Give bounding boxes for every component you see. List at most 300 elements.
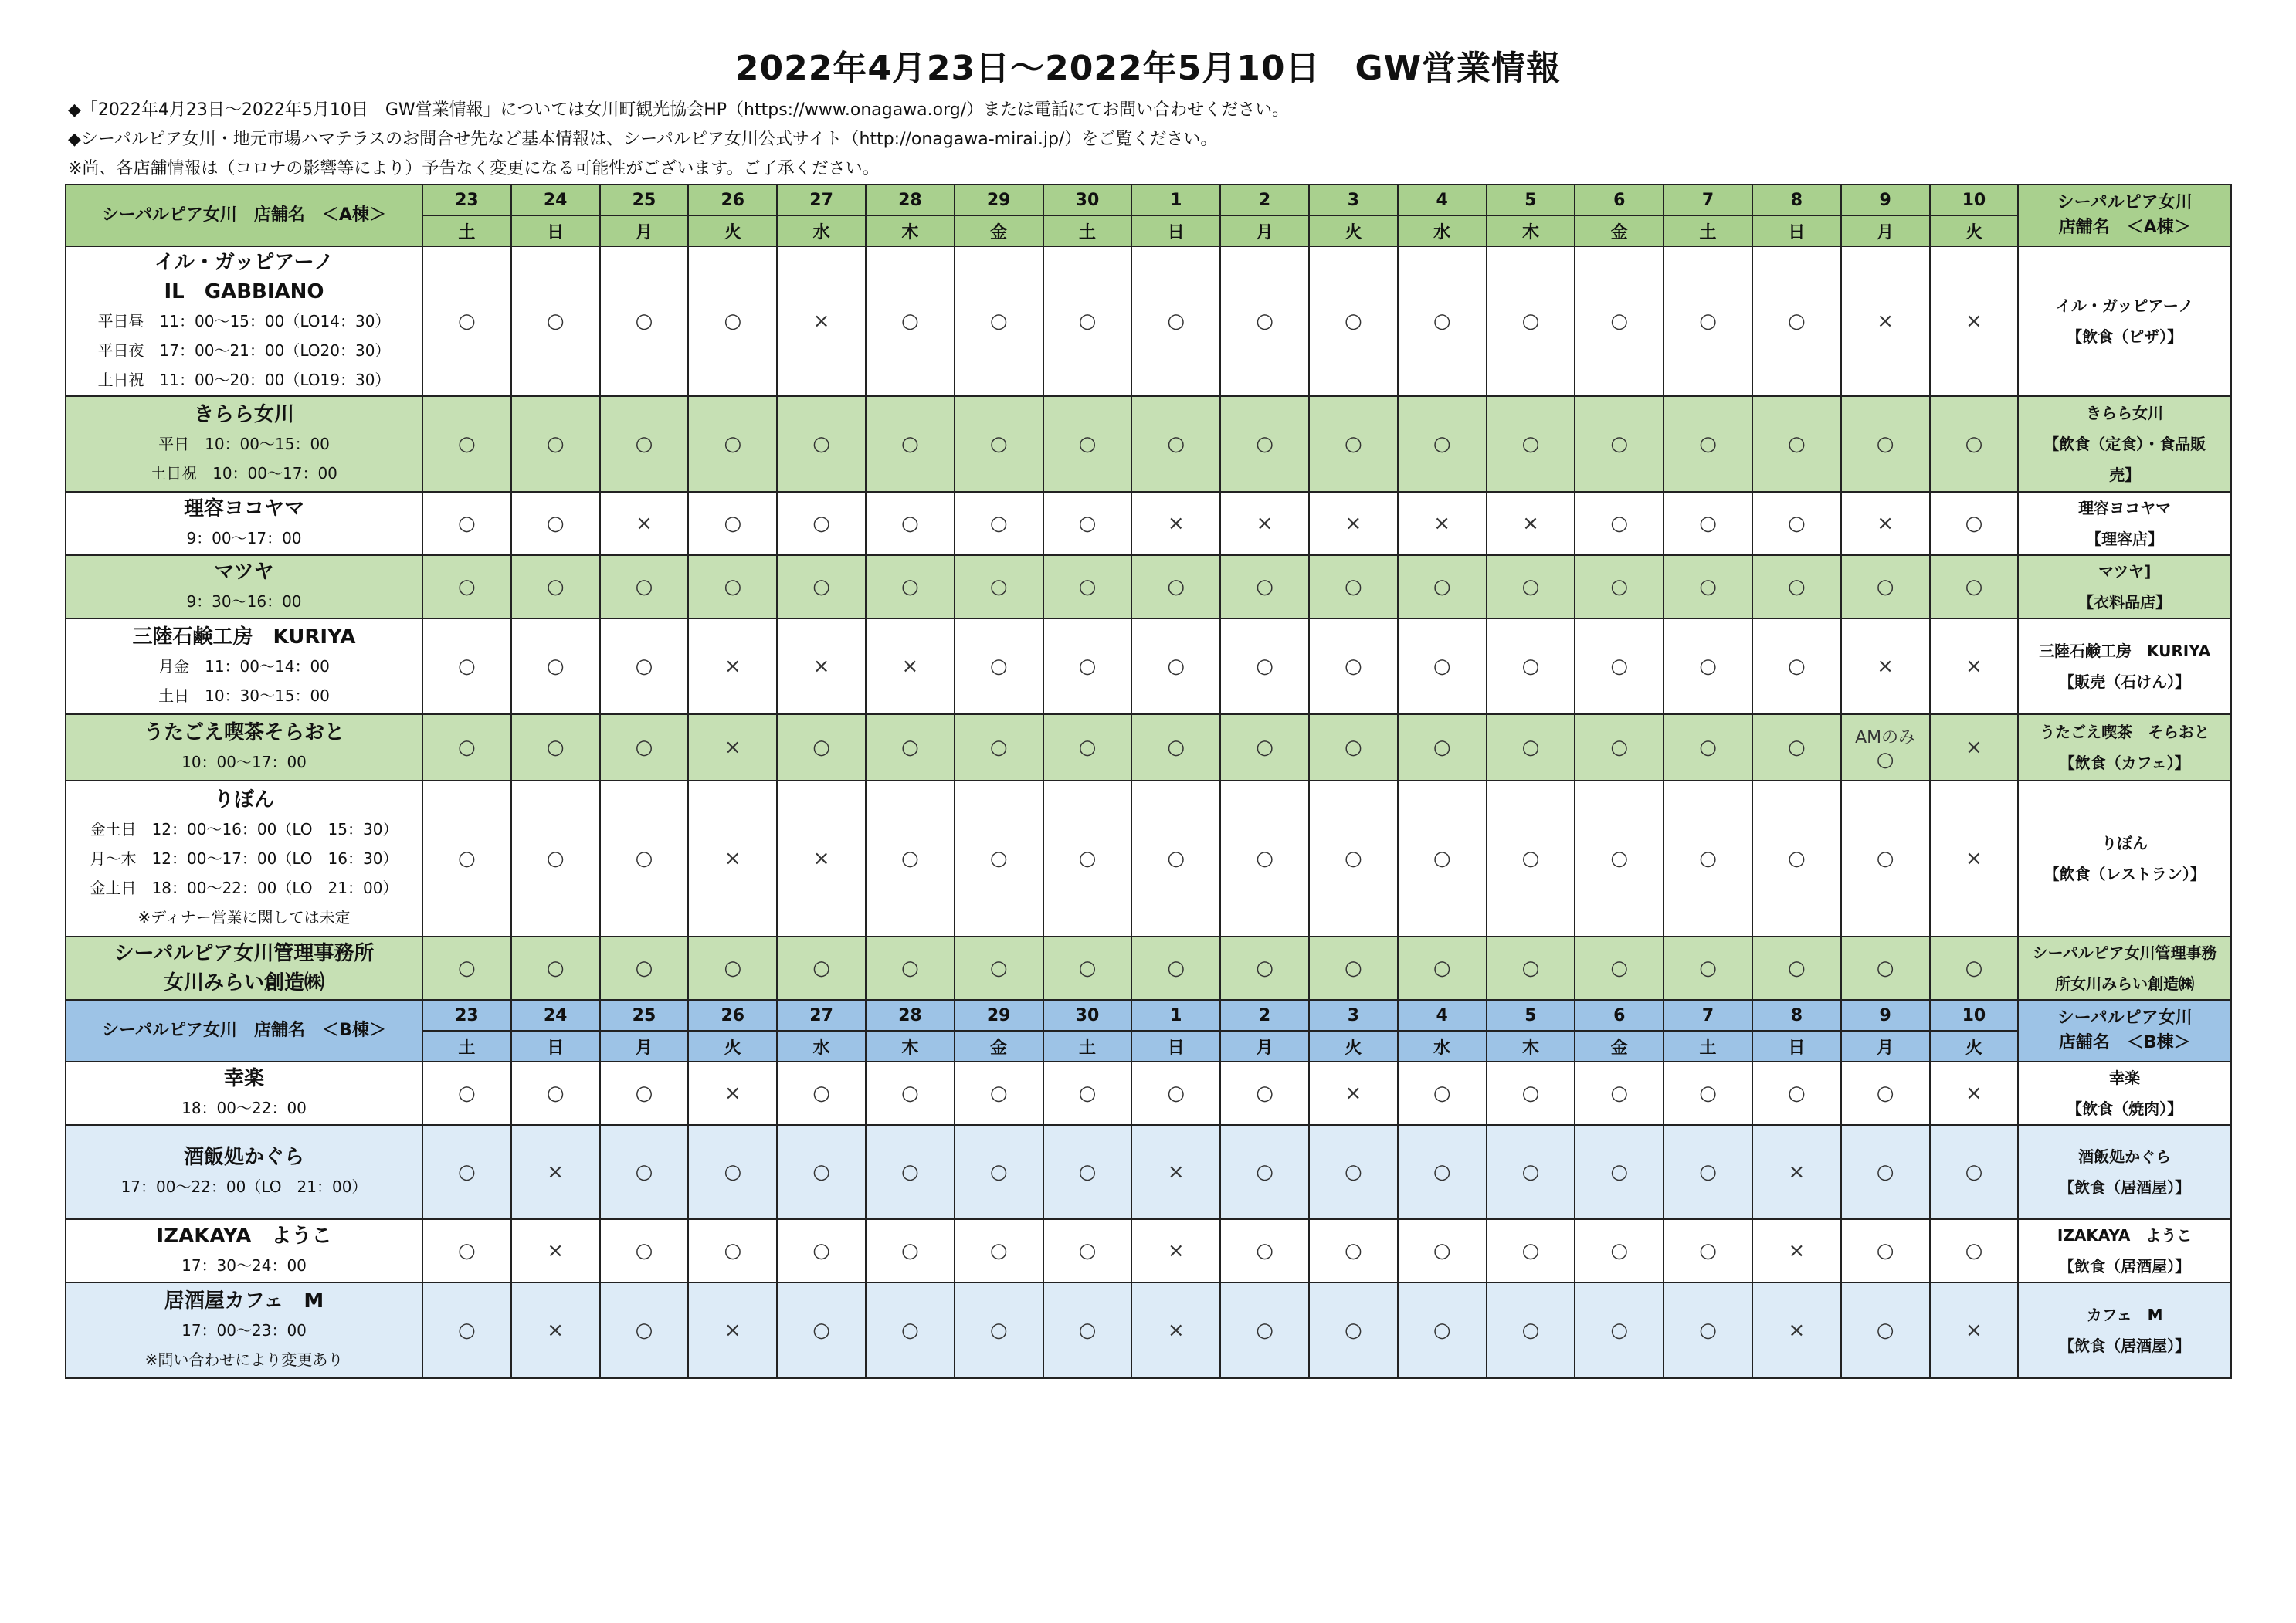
weekday-header: 火 (688, 215, 777, 246)
status-cell: ○ (1752, 937, 1841, 1000)
status-cell: × (1930, 714, 2019, 781)
weekday-header: 土 (1663, 1031, 1752, 1062)
status-cell: ○ (1043, 246, 1132, 396)
category-label: 【飲食（ピザ）】 (2067, 327, 2183, 346)
category-label: りぼん (2101, 834, 2148, 852)
category-label: 理容ヨコヤマ (2078, 499, 2172, 517)
status-cell: ○ (1487, 937, 1575, 1000)
status-cell: ○ (1487, 246, 1575, 396)
status-cell: ○ (1663, 618, 1752, 714)
status-cell: ○ (600, 937, 689, 1000)
store-hours: 月金 11：00～14：00 (158, 657, 330, 676)
store-name-cell (66, 618, 422, 714)
status-cell: ○ (1575, 1219, 1663, 1282)
status-cell: ○ (1220, 618, 1309, 714)
note-line: ※尚、各店舗情報は（コロナの影響等により）予告なく変更になる可能性がございます。ご了承ください。 (68, 159, 880, 178)
status-cell: × (1930, 246, 2019, 396)
store-hours: ※ディナー営業に関しては未定 (137, 908, 351, 927)
status-cell: ○ (422, 1125, 511, 1219)
note-line: ◆シーパルピア女川・地元市場ハマテラスのお問合せ先など基本情報は、シーパルピア女川公式サイト（http://onagawa-mirai.jp/）をご覧ください。 (68, 130, 1218, 149)
status-cell: ○ (1487, 396, 1575, 492)
status-cell: ○ (1663, 714, 1752, 781)
category-label: 【衣料品店】 (2078, 593, 2172, 612)
category-cell (2018, 1219, 2231, 1282)
status-cell: ○ (1309, 1219, 1398, 1282)
status-cell: ○ (955, 396, 1043, 492)
store-name-cell (66, 714, 422, 781)
category-cell (2018, 618, 2231, 714)
day-header: 2 (1220, 185, 1309, 215)
status-cell: ○ (1487, 618, 1575, 714)
category-header-label: シーパルピア女川 (2057, 1008, 2193, 1028)
status-cell: ○ (1663, 396, 1752, 492)
status-cell: ○ (1131, 618, 1220, 714)
day-header: 6 (1575, 185, 1663, 215)
category-label: シーパルピア女川管理事務 (2032, 944, 2217, 962)
page-title: 2022年4月23日～2022年5月10日 GW営業情報 (734, 49, 1562, 88)
status-cell: ○ (1663, 1282, 1752, 1378)
status-cell: ○ (1663, 1062, 1752, 1125)
status-cell: ○ (688, 396, 777, 492)
status-cell: × (1841, 492, 1930, 555)
status-cell: × (1309, 492, 1398, 555)
status-cell: ○ (1575, 781, 1663, 937)
status-cell: ○ (600, 1125, 689, 1219)
weekday-header: 日 (511, 215, 600, 246)
status-cell: × (1841, 246, 1930, 396)
status-cell: ○ (866, 1282, 955, 1378)
day-header: 25 (600, 1000, 689, 1031)
status-cell: × (688, 714, 777, 781)
category-header (2018, 1000, 2231, 1062)
status-cell: ○ (422, 246, 511, 396)
status-cell: ○ (1220, 937, 1309, 1000)
status-cell (1841, 714, 1930, 781)
status-cell: ○ (777, 1062, 866, 1125)
status-cell: ○ (422, 714, 511, 781)
status-cell: ○ (1752, 246, 1841, 396)
status-cell: ○ (1663, 937, 1752, 1000)
status-cell: ○ (1487, 555, 1575, 618)
store-name-cell (66, 1219, 422, 1282)
status-cell: ○ (600, 1062, 689, 1125)
status-cell: ○ (1309, 396, 1398, 492)
status-cell: × (1131, 1219, 1220, 1282)
status-cell: ○ (1487, 1219, 1575, 1282)
category-header-label: 店舗名 ＜B棟＞ (2058, 1033, 2191, 1052)
store-hours: 土日 10：30～15：00 (158, 686, 330, 705)
weekday-header: 月 (1220, 1031, 1309, 1062)
status-cell: × (777, 246, 866, 396)
store-row (66, 781, 2231, 937)
status-cell: ○ (1220, 781, 1309, 937)
store-name-cell (66, 781, 422, 937)
weekday-header: 水 (1398, 1031, 1487, 1062)
status-cell: ○ (777, 714, 866, 781)
store-name-header-label: シーパルピア女川 店舗名 ＜A棟＞ (102, 205, 386, 225)
status-cell: × (1930, 781, 2019, 937)
store-row (66, 1125, 2231, 1219)
status-cell: ○ (688, 555, 777, 618)
day-header: 9 (1841, 185, 1930, 215)
status-cell: ○ (688, 492, 777, 555)
store-hours: 平日夜 17：00～21：00（LO20：30） (97, 341, 391, 360)
store-name: りぼん (213, 788, 274, 812)
status-cell: ○ (1043, 396, 1132, 492)
status-cell: ○ (511, 555, 600, 618)
status-cell: ○ (1398, 246, 1487, 396)
status-cell: ○ (1841, 1125, 1930, 1219)
weekday-header: 水 (1398, 215, 1487, 246)
status-cell: ○ (1752, 492, 1841, 555)
store-name-cell (66, 396, 422, 492)
weekday-header: 月 (600, 215, 689, 246)
status-cell: ○ (1309, 246, 1398, 396)
status-cell: ○ (688, 246, 777, 396)
category-cell (2018, 781, 2231, 937)
status-cell: × (1220, 492, 1309, 555)
status-cell: ○ (1841, 1282, 1930, 1378)
status-cell: ○ (1398, 1062, 1487, 1125)
status-cell: ○ (688, 1125, 777, 1219)
weekday-header: 日 (1752, 1031, 1841, 1062)
status-cell: ○ (1220, 714, 1309, 781)
category-cell (2018, 555, 2231, 618)
status-cell: ○ (777, 937, 866, 1000)
status-cell: ○ (955, 781, 1043, 937)
status-cell: ○ (955, 618, 1043, 714)
store-hours: 10：00～17：00 (181, 753, 307, 771)
status-cell: ○ (511, 396, 600, 492)
store-hours: 17：00～23：00 (181, 1321, 307, 1340)
status-cell: ○ (1575, 937, 1663, 1000)
status-cell: ○ (1663, 1125, 1752, 1219)
store-hours: 18：00～22：00 (181, 1099, 307, 1117)
weekday-header: 土 (1663, 215, 1752, 246)
weekday-header: 水 (777, 215, 866, 246)
status-cell: ○ (1575, 1125, 1663, 1219)
status-cell: ○ (955, 246, 1043, 396)
status-cell: ○ (1930, 492, 2019, 555)
status-cell: ○ (1398, 555, 1487, 618)
status-cell: ○ (1930, 1125, 2019, 1219)
status-cell: ○ (955, 492, 1043, 555)
store-hours: 9：00～17：00 (186, 529, 302, 547)
weekday-header: 日 (1752, 215, 1841, 246)
status-cell: ○ (1309, 1125, 1398, 1219)
category-cell (2018, 396, 2231, 492)
status-cell: × (1930, 618, 2019, 714)
status-cell: ○ (1131, 396, 1220, 492)
status-cell: ○ (1131, 246, 1220, 396)
status-cell: ○ (777, 1282, 866, 1378)
status-cell: ○ (866, 714, 955, 781)
day-header: 3 (1309, 185, 1398, 215)
status-cell: ○ (777, 1125, 866, 1219)
weekday-header: 月 (1220, 215, 1309, 246)
status-cell: ○ (1398, 937, 1487, 1000)
status-cell: ○ (1220, 1062, 1309, 1125)
store-row (66, 1219, 2231, 1282)
status-cell: ○ (1131, 937, 1220, 1000)
status-cell: ○ (955, 937, 1043, 1000)
status-cell: ○ (1131, 1062, 1220, 1125)
store-hours: 土日祝 10：00～17：00 (151, 464, 337, 483)
status-cell: × (1131, 1125, 1220, 1219)
status-cell: ○ (1309, 781, 1398, 937)
status-cell: ○ (1131, 555, 1220, 618)
status-cell: ○ (1841, 781, 1930, 937)
status-cell: ○ (1309, 937, 1398, 1000)
status-cell: ○ (1930, 937, 2019, 1000)
status-cell: × (688, 1062, 777, 1125)
status-cell: ○ (955, 1282, 1043, 1378)
category-label: 【飲食（居酒屋）】 (2059, 1257, 2191, 1276)
category-label: 【販売（石けん）】 (2059, 673, 2191, 691)
weekday-header: 日 (1131, 215, 1220, 246)
status-cell: ○ (1220, 246, 1309, 396)
status-cell: ○ (1841, 396, 1930, 492)
status-cell: ○ (1043, 555, 1132, 618)
day-header: 9 (1841, 1000, 1930, 1031)
category-label: 【理容店】 (2086, 530, 2164, 548)
status-cell: ○ (600, 1282, 689, 1378)
status-cell: ○ (511, 937, 600, 1000)
day-header: 24 (511, 185, 600, 215)
status-cell: ○ (1663, 246, 1752, 396)
store-hours: ※問い合わせにより変更あり (144, 1350, 344, 1369)
weekday-header: 木 (866, 1031, 955, 1062)
weekday-header: 金 (955, 1031, 1043, 1062)
store-name: うたごえ喫茶そらおと (143, 721, 344, 744)
store-hours: 土日祝 11：00～20：00（LO19：30） (97, 371, 391, 389)
weekday-header: 月 (600, 1031, 689, 1062)
status-cell: ○ (1398, 714, 1487, 781)
category-label: 所女川みらい創造㈱ (2055, 974, 2195, 993)
status-cell: × (1131, 492, 1220, 555)
day-header: 5 (1487, 185, 1575, 215)
status-cell: ○ (1309, 618, 1398, 714)
weekday-header: 水 (777, 1031, 866, 1062)
store-hours: 17：30～24：00 (181, 1256, 307, 1275)
status-cell: ○ (1398, 1125, 1487, 1219)
status-cell: ○ (1752, 555, 1841, 618)
category-label: 【飲食（カフェ）】 (2059, 754, 2190, 772)
store-row (66, 492, 2231, 555)
day-header: 6 (1575, 1000, 1663, 1031)
day-header: 24 (511, 1000, 600, 1031)
category-label: IZAKAYA ようこ (2057, 1226, 2193, 1245)
status-cell: ○ (688, 1219, 777, 1282)
category-cell (2018, 492, 2231, 555)
store-hours: 9：30～16：00 (186, 592, 302, 611)
header-row-days (66, 185, 2231, 215)
store-name: 居酒屋カフェ M (164, 1289, 324, 1313)
category-cell (2018, 1125, 2231, 1219)
status-cell: ○ (422, 618, 511, 714)
category-label: 【飲食（居酒屋）】 (2059, 1178, 2191, 1197)
weekday-header: 火 (688, 1031, 777, 1062)
status-cell: ○ (1575, 492, 1663, 555)
weekday-header: 土 (422, 1031, 511, 1062)
category-label: マツヤ] (2098, 562, 2152, 581)
status-cell: ○ (1043, 492, 1132, 555)
notes (68, 96, 1289, 184)
store-name: 酒飯処かぐら (183, 1146, 304, 1169)
status-cell: ○ (600, 1219, 689, 1282)
weekday-header: 金 (1575, 215, 1663, 246)
status-cell: ○ (1930, 555, 2019, 618)
day-header: 1 (1131, 1000, 1220, 1031)
status-cell: ○ (955, 1219, 1043, 1282)
status-cell: ○ (777, 396, 866, 492)
category-label: 【飲食（定食）・食品販 (2043, 435, 2206, 453)
category-label: 幸楽 (2109, 1069, 2141, 1087)
day-header: 26 (688, 185, 777, 215)
status-cell: ○ (422, 1219, 511, 1282)
status-cell: ○ (1043, 618, 1132, 714)
status-cell: ○ (511, 246, 600, 396)
status-cell: ○ (1043, 937, 1132, 1000)
store-name: きらら女川 (193, 403, 294, 426)
status-cell: ○ (1043, 714, 1132, 781)
store-row (66, 1062, 2231, 1125)
status-note: AMのみ (1855, 727, 1916, 747)
store-row (66, 1282, 2231, 1378)
status-cell: ○ (955, 714, 1043, 781)
store-row (66, 937, 2231, 1000)
category-cell (2018, 714, 2231, 781)
status-cell: ○ (511, 781, 600, 937)
store-name-cell (66, 1282, 422, 1378)
weekday-header: 火 (1309, 215, 1398, 246)
status-cell: ○ (1487, 1062, 1575, 1125)
category-label: うたごえ喫茶 そらおと (2040, 723, 2210, 741)
store-name: 幸楽 (223, 1067, 264, 1090)
status-cell: ○ (600, 555, 689, 618)
status-cell: ○ (422, 1062, 511, 1125)
status-cell: ○ (1398, 1219, 1487, 1282)
status-cell: ○ (1220, 1282, 1309, 1378)
day-header: 8 (1752, 1000, 1841, 1031)
note-line: ◆「2022年4月23日～2022年5月10日 GW営業情報」については女川町観光協会HP（https://www.onagawa.org/）または電話にてお問い合わせください。 (68, 100, 1290, 120)
status-cell: ○ (866, 396, 955, 492)
day-header: 23 (422, 185, 511, 215)
status-cell: ○ (1752, 781, 1841, 937)
store-hours: 17：00～22：00（LO 21：00） (120, 1177, 368, 1196)
status-cell: ○ (866, 1125, 955, 1219)
day-header: 4 (1398, 185, 1487, 215)
store-name: IZAKAYA ようこ (156, 1225, 332, 1248)
status-cell: ○ (1575, 396, 1663, 492)
status-cell: ○ (1043, 1062, 1132, 1125)
status-cell: ○ (511, 714, 600, 781)
day-header: 10 (1930, 185, 2019, 215)
status-cell: ○ (1752, 396, 1841, 492)
schedule-table (65, 184, 2232, 1379)
weekday-header: 木 (1487, 1031, 1575, 1062)
status-cell: ○ (1663, 555, 1752, 618)
status-cell: × (1752, 1219, 1841, 1282)
weekday-header: 木 (1487, 215, 1575, 246)
category-label: きらら女川 (2086, 404, 2164, 422)
status-cell: ○ (600, 714, 689, 781)
status-cell: ○ (866, 1062, 955, 1125)
weekday-header: 月 (1841, 215, 1930, 246)
category-cell (2018, 937, 2231, 1000)
status-cell: ○ (777, 492, 866, 555)
category-header (2018, 185, 2231, 246)
day-header: 3 (1309, 1000, 1398, 1031)
status-cell: ○ (1220, 1125, 1309, 1219)
status-cell: ○ (955, 555, 1043, 618)
weekday-header: 火 (1309, 1031, 1398, 1062)
store-hours: 平日 10：00～15：00 (158, 435, 330, 453)
status-cell: ○ (1043, 1282, 1132, 1378)
status-cell: ○ (866, 492, 955, 555)
category-label: 三陸石鹸工房 KURIYA (2039, 642, 2211, 660)
status-cell: ○ (1575, 246, 1663, 396)
status-cell: ○ (511, 1062, 600, 1125)
weekday-header: 火 (1930, 215, 2019, 246)
status-cell: ○ (511, 618, 600, 714)
weekday-header: 金 (955, 215, 1043, 246)
store-name: IL GABBIANO (164, 280, 324, 303)
category-label: 【飲食（レストラン）】 (2043, 865, 2206, 883)
status-cell: × (1752, 1125, 1841, 1219)
store-name-cell (66, 937, 422, 1000)
status-cell: ○ (866, 555, 955, 618)
status-cell: ○ (1752, 618, 1841, 714)
category-cell (2018, 1282, 2231, 1378)
category-label: カフェ M (2086, 1306, 2163, 1324)
status-cell: ○ (1575, 618, 1663, 714)
weekday-header: 土 (1043, 1031, 1132, 1062)
weekday-header: 金 (1575, 1031, 1663, 1062)
store-name: マツヤ (214, 561, 274, 584)
store-hours: 金土日 12：00～16：00（LO 15：30） (90, 820, 398, 839)
status-cell: ○ (600, 618, 689, 714)
day-header: 23 (422, 1000, 511, 1031)
category-cell (2018, 246, 2231, 396)
status-cell: ○ (1841, 937, 1930, 1000)
store-row (66, 246, 2231, 396)
status-cell: ○ (422, 781, 511, 937)
status-cell: × (1487, 492, 1575, 555)
status-cell: ○ (1575, 555, 1663, 618)
status-cell: ○ (866, 246, 955, 396)
status-cell: ○ (1487, 714, 1575, 781)
day-header: 8 (1752, 185, 1841, 215)
status-cell: ○ (777, 555, 866, 618)
status-cell: ○ (1309, 555, 1398, 618)
store-name: 理容ヨコヤマ (183, 497, 304, 520)
day-header: 30 (1043, 185, 1132, 215)
category-header-label: シーパルピア女川 (2057, 193, 2193, 212)
status-cell: ○ (955, 1062, 1043, 1125)
weekday-header: 土 (1043, 215, 1132, 246)
status-cell: ○ (1752, 1062, 1841, 1125)
day-header: 27 (777, 185, 866, 215)
status-cell: ○ (1309, 1282, 1398, 1378)
status-cell: ○ (1487, 1282, 1575, 1378)
status-cell: ○ (1398, 781, 1487, 937)
category-label: 【飲食（居酒屋）】 (2059, 1337, 2191, 1355)
status-cell: ○ (1043, 1125, 1132, 1219)
day-header: 4 (1398, 1000, 1487, 1031)
store-name-cell (66, 555, 422, 618)
day-header: 1 (1131, 185, 1220, 215)
